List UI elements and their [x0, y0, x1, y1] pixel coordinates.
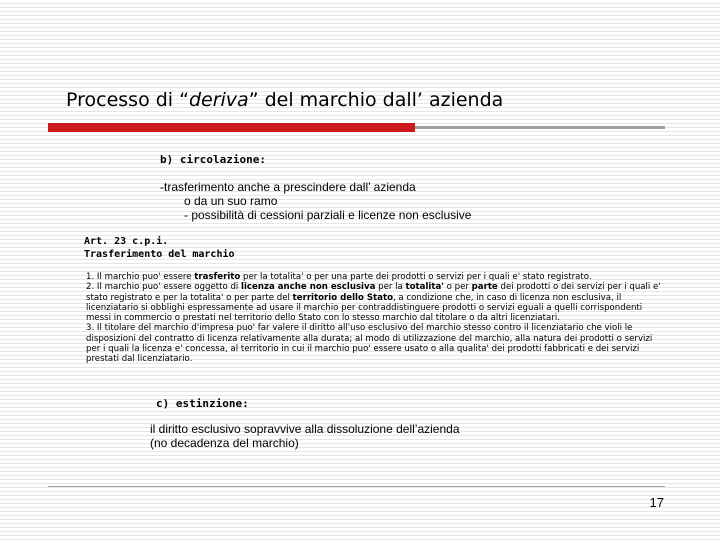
title-emphasis: deriva	[188, 89, 249, 111]
text-run: per la	[375, 282, 406, 293]
bold-run: licenza anche non esclusiva	[241, 282, 376, 293]
article-title: Trasferimento del marchio	[84, 249, 235, 260]
slide-title	[66, 89, 503, 111]
text-run: 1. Il marchio puo' essere	[86, 272, 195, 282]
section-heading-estinzione: c) estinzione:	[156, 397, 249, 410]
article-paragraph-1	[86, 272, 661, 282]
text-run: dei prodotti o dei servizi per i quali e' stato registrato e per la totalita' o per parte del	[86, 282, 661, 303]
closing-line: il diritto esclusivo sopravvive alla dissoluzione dell’azienda	[150, 422, 460, 436]
footer-rule	[48, 486, 665, 487]
article-number: Art. 23 c.p.i.	[84, 236, 169, 247]
bold-run: trasferito	[194, 272, 241, 282]
closing-block	[150, 422, 460, 450]
title-part-2: ” del marchio dall’ azienda	[248, 89, 504, 111]
bold-run: parte	[471, 282, 498, 293]
text-run: 2. Il marchio puo' essere oggetto di	[86, 282, 242, 293]
section-heading-circolazione: b) circolazione:	[160, 153, 266, 166]
article-header	[84, 235, 235, 261]
article-paragraph-3: 3. Il titolare del marchio d'impresa puo' far valere il diritto all'uso esclusivo del marchio stesso contro il licenziatario che violi le disposizioni del contratto di licenza relativamente alla durata; al modo di utilizzazione del marchio, alla natura dei prodotti o servizi per i quali la licenza e' concessa, al territorio in cui il marchio puo' essere usato o alla qualita' dei prodotti fabbricati e dei servizi prestati dal licenziatario.	[86, 323, 653, 365]
title-accent-bar	[48, 123, 415, 132]
article-paragraph-2	[86, 282, 661, 323]
page-number: 17	[649, 495, 664, 510]
intro-block	[160, 180, 471, 222]
intro-line: -trasferimento anche a prescindere dall’ azienda	[160, 180, 416, 194]
bold-run: territorio dello Stato	[292, 292, 393, 303]
bold-run: totalita'	[405, 282, 444, 293]
closing-line: (no decadenza del marchio)	[150, 436, 299, 450]
intro-line: o da un suo ramo	[184, 194, 278, 208]
text-run: o per	[443, 282, 472, 293]
intro-line: - possibilità di cessioni parziali e licenze non esclusive	[184, 208, 472, 222]
title-part-1: Processo di “	[66, 89, 189, 111]
text-run: per la totalita' o per una parte dei prodotti o servizi per i quali e' stato registrato.	[240, 272, 592, 282]
text-run: , a condizione che, in caso di licenza non esclusiva, il licenziatario si obblighi espressamente ad usare il marchio per contraddistinguere prodotti o servizi eguali a quelli corrispondenti messi in commercio o prestati nel territorio dello Stato con lo stesso marchio dal titolare o da altri licenziatari.	[86, 292, 643, 324]
article-text	[86, 272, 661, 365]
